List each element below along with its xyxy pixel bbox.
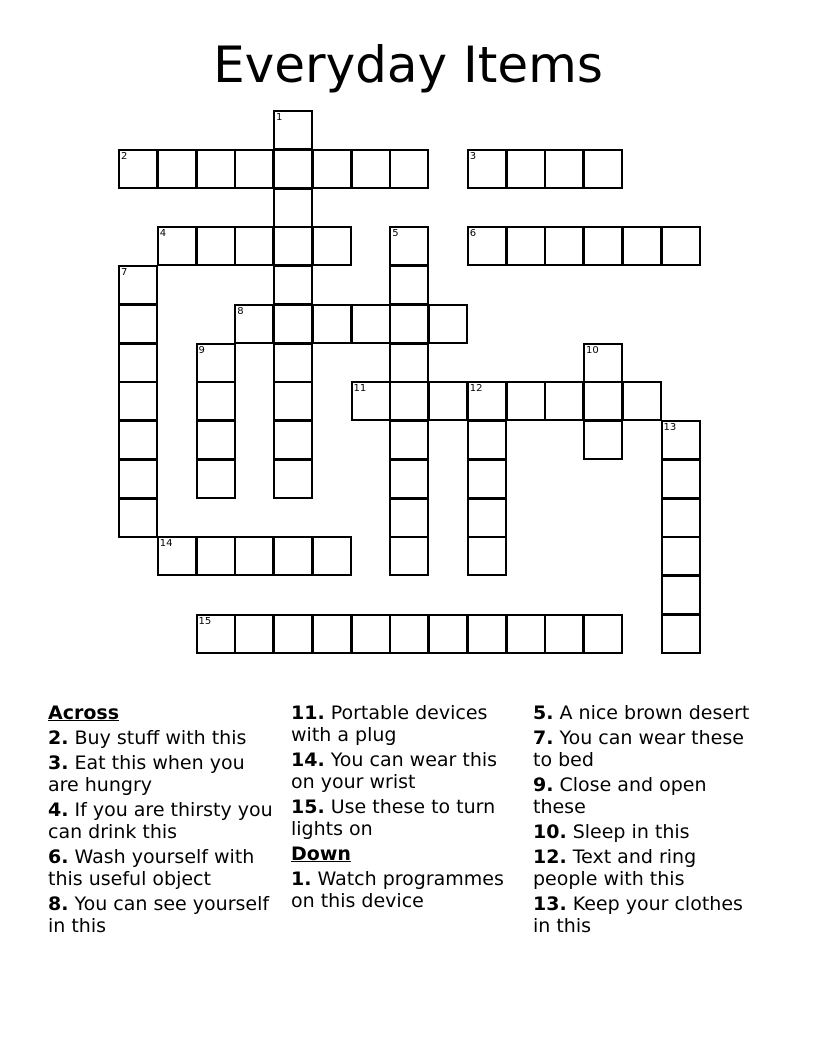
cell-number: 3: [469, 150, 477, 162]
clue-number: 7.: [533, 727, 554, 749]
grid-cell[interactable]: [389, 381, 429, 421]
clue-text: You can see yourself in this: [48, 893, 270, 937]
grid-cell[interactable]: [273, 304, 313, 344]
grid-cell[interactable]: [544, 226, 584, 266]
cell-number: 5: [392, 228, 399, 240]
clue-column-2: [291, 702, 521, 915]
grid-cell[interactable]: [196, 381, 236, 421]
grid-cell[interactable]: [389, 498, 429, 538]
across-clue: [48, 727, 278, 749]
grid-cell[interactable]: [661, 420, 701, 460]
grid-cell[interactable]: [428, 614, 468, 654]
grid-cell[interactable]: [467, 149, 507, 189]
clue-number: 8.: [48, 893, 69, 915]
across-clue: [291, 796, 521, 840]
grid-cell[interactable]: [118, 420, 158, 460]
down-clue: [533, 846, 763, 890]
grid-cell[interactable]: [428, 304, 468, 344]
grid-cell[interactable]: [273, 420, 313, 460]
grid-cell[interactable]: [583, 614, 623, 654]
down-heading: Down: [291, 843, 351, 865]
grid-cell[interactable]: [273, 188, 313, 228]
clue-number: 2.: [48, 727, 69, 749]
clue-number: 4.: [48, 799, 69, 821]
cell-number: 4: [159, 228, 167, 240]
clue-text: If you are thirsty you can drink this: [48, 799, 273, 843]
grid-cell[interactable]: [467, 614, 507, 654]
cell-number: 14: [159, 538, 173, 550]
grid-cell[interactable]: [389, 149, 429, 189]
grid-cell[interactable]: [196, 343, 236, 383]
cell-number: 9: [198, 344, 205, 356]
clue-number: 15.: [291, 796, 325, 818]
cell-number: 15: [198, 615, 212, 627]
across-clue: [48, 893, 278, 937]
cell-number: 10: [586, 344, 599, 356]
clue-text: You can wear these to bed: [533, 727, 744, 771]
down-clue: [533, 893, 763, 937]
across-clue: [48, 799, 278, 843]
across-heading: Across: [48, 702, 120, 724]
grid-cell[interactable]: [583, 381, 623, 421]
grid-cell[interactable]: [389, 265, 429, 305]
grid-cell[interactable]: [196, 149, 236, 189]
grid-cell[interactable]: [351, 614, 391, 654]
clue-text: Wash yourself with this useful object: [48, 846, 255, 890]
clue-number: 3.: [48, 752, 69, 774]
down-clue: [533, 774, 763, 818]
cell-number: 11: [353, 383, 367, 395]
grid-cell[interactable]: [118, 498, 158, 538]
grid-cell[interactable]: [157, 149, 197, 189]
across-clue: [48, 846, 278, 890]
clue-number: 12.: [533, 846, 567, 868]
grid-cell[interactable]: [273, 381, 313, 421]
clue-number: 11.: [291, 702, 325, 724]
grid-cell[interactable]: [273, 110, 313, 150]
grid-cell[interactable]: [351, 149, 391, 189]
grid-cell[interactable]: [234, 304, 274, 344]
clue-text: A nice brown desert: [559, 702, 750, 724]
grid-cell[interactable]: [544, 614, 584, 654]
grid-cell[interactable]: [312, 304, 352, 344]
grid-cell[interactable]: [661, 459, 701, 499]
grid-cell[interactable]: [389, 304, 429, 344]
grid-cell[interactable]: [312, 149, 352, 189]
grid-cell[interactable]: [506, 614, 546, 654]
grid-cell[interactable]: [506, 149, 546, 189]
clue-text: Use these to turn lights on: [291, 796, 496, 840]
grid-cell[interactable]: [583, 343, 623, 383]
grid-cell[interactable]: [196, 420, 236, 460]
clue-column-1: [48, 702, 278, 940]
grid-cell[interactable]: [506, 381, 546, 421]
grid-cell[interactable]: [351, 304, 391, 344]
grid-cell[interactable]: [389, 226, 429, 266]
grid-cell[interactable]: [196, 459, 236, 499]
grid-cell[interactable]: [118, 149, 158, 189]
grid-cell[interactable]: [544, 381, 584, 421]
grid-cell[interactable]: [389, 536, 429, 576]
grid-cell[interactable]: [118, 304, 158, 344]
cell-number: 13: [663, 422, 677, 433]
cell-number: 1: [276, 112, 283, 123]
grid-cell[interactable]: [273, 459, 313, 499]
clue-text: Keep your clothes in this: [533, 893, 743, 937]
clue-number: 13.: [533, 893, 567, 915]
grid-cell[interactable]: [622, 381, 662, 421]
grid-cell[interactable]: [234, 536, 274, 576]
grid-cell[interactable]: [467, 536, 507, 576]
grid-cell[interactable]: [273, 343, 313, 383]
down-clue: [533, 727, 763, 771]
across-clue: [48, 752, 278, 796]
grid-cell[interactable]: [196, 614, 236, 654]
grid-cell[interactable]: [157, 226, 197, 266]
clue-number: 14.: [291, 749, 325, 771]
cell-number: 6: [469, 228, 477, 240]
grid-cell[interactable]: [273, 536, 313, 576]
cell-number: 2: [121, 150, 128, 162]
grid-cell[interactable]: [389, 343, 429, 383]
cell-number: 7: [121, 267, 128, 278]
clue-number: 6.: [48, 846, 69, 868]
grid-cell[interactable]: [467, 381, 507, 421]
grid-cell[interactable]: [234, 226, 274, 266]
clue-text: You can wear this on your wrist: [291, 749, 498, 793]
grid-cell[interactable]: [118, 265, 158, 305]
grid-cell[interactable]: [273, 149, 313, 189]
grid-cell[interactable]: [196, 226, 236, 266]
grid-cell[interactable]: [273, 265, 313, 305]
down-clue: [291, 868, 521, 912]
grid-cell[interactable]: [661, 575, 701, 615]
clue-text: Watch programmes on this device: [291, 868, 504, 912]
grid-cell[interactable]: [273, 614, 313, 654]
grid-cell[interactable]: [312, 536, 352, 576]
grid-cell[interactable]: [467, 420, 507, 460]
grid-cell[interactable]: [661, 226, 701, 266]
clue-column-3: [533, 702, 763, 940]
down-clue: [533, 821, 763, 843]
grid-cell[interactable]: [118, 381, 158, 421]
clue-text: Close and open these: [533, 774, 707, 818]
grid-cell[interactable]: [312, 226, 352, 266]
grid-cell[interactable]: [583, 226, 623, 266]
grid-cell[interactable]: [506, 226, 546, 266]
puzzle-title: Everyday Items: [213, 36, 603, 94]
grid-cell[interactable]: [351, 381, 391, 421]
grid-cell[interactable]: [661, 498, 701, 538]
grid-cell[interactable]: [312, 614, 352, 654]
grid-cell[interactable]: [389, 459, 429, 499]
grid-cell[interactable]: [118, 459, 158, 499]
clue-text: Eat this when you are hungry: [48, 752, 245, 796]
clue-text: Text and ring people with this: [533, 846, 697, 890]
across-clue: [291, 702, 521, 746]
clue-text: Buy stuff with this: [74, 727, 247, 749]
grid-cell[interactable]: [583, 149, 623, 189]
cell-number: 8: [237, 305, 244, 317]
clue-number: 9.: [533, 774, 554, 796]
grid-cell[interactable]: [583, 420, 623, 460]
grid-cell[interactable]: [157, 536, 197, 576]
grid-cell[interactable]: [544, 149, 584, 189]
grid-cell[interactable]: [273, 226, 313, 266]
clue-number: 5.: [533, 702, 554, 724]
grid-cell[interactable]: [622, 226, 662, 266]
down-clue: [533, 702, 763, 724]
clue-text: Portable devices with a plug: [291, 702, 488, 746]
grid-cell[interactable]: [467, 226, 507, 266]
grid-cell[interactable]: [118, 343, 158, 383]
grid-cell[interactable]: [389, 420, 429, 460]
across-clue: [291, 749, 521, 793]
clue-number: 10.: [533, 821, 567, 843]
grid-cell[interactable]: [661, 614, 701, 654]
clue-number: 1.: [291, 868, 312, 890]
cell-number: 12: [469, 383, 483, 395]
grid-cell[interactable]: [389, 614, 429, 654]
grid-cell[interactable]: [196, 536, 236, 576]
grid-cell[interactable]: [661, 536, 701, 576]
grid-cell[interactable]: [467, 459, 507, 499]
clue-text: Sleep in this: [572, 821, 690, 843]
grid-cell[interactable]: [234, 614, 274, 654]
grid-cell[interactable]: [428, 381, 468, 421]
grid-cell[interactable]: [467, 498, 507, 538]
grid-cell[interactable]: [234, 149, 274, 189]
